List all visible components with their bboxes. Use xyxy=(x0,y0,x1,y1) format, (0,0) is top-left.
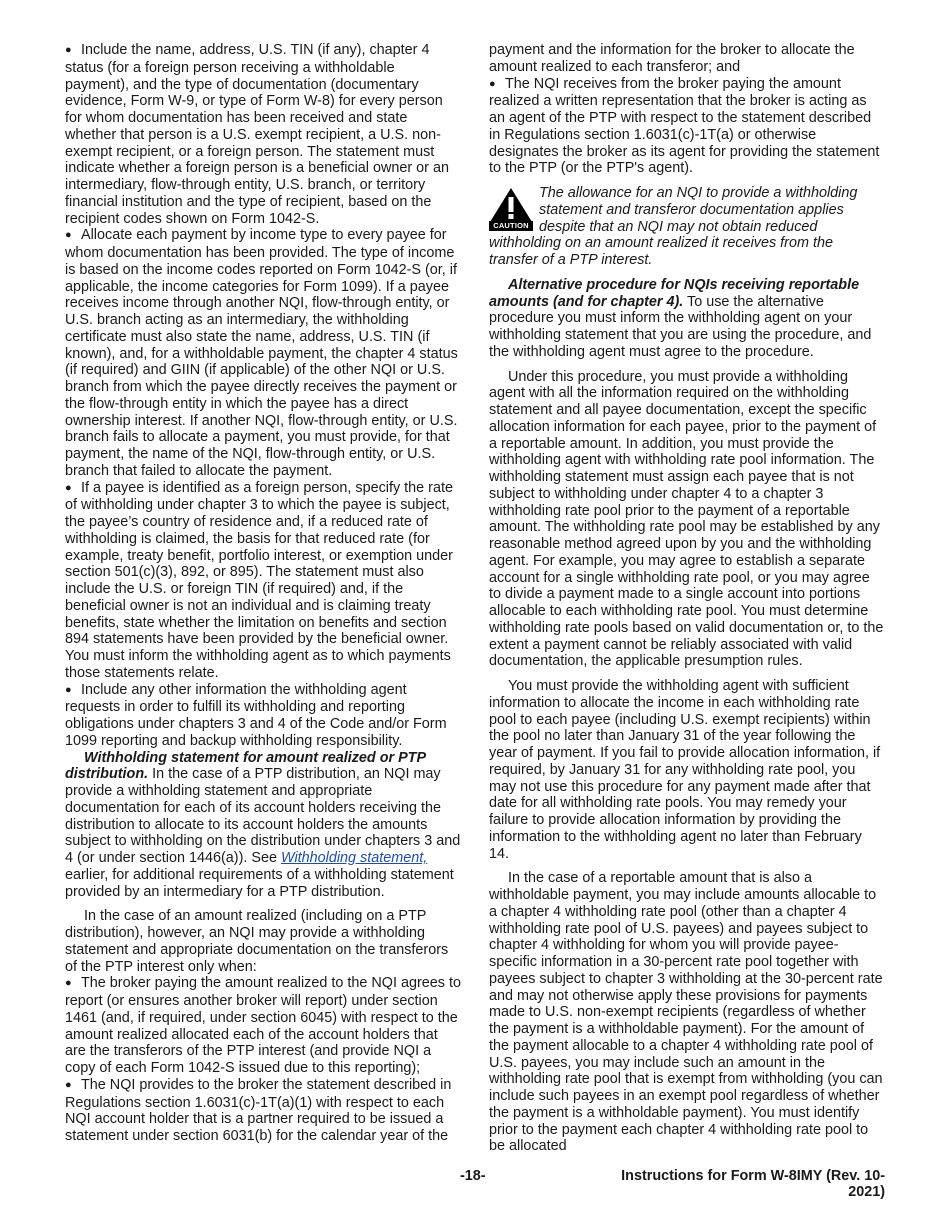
right-column xyxy=(489,42,885,1155)
bullet-item: ● Allocate each payment by income type to every payee for whom documentation has been provided. The type of income is based on the income codes reported on Form 1042-S (or, if applicable, the income categories for Form 1099). If a payee receives income through another NQI, flow-through entity, or U.S. branch acting as an intermediary, the withholding certificate must also state the name, address, U.S. TIN (if known), and, for a withholdable payment, the chapter 4 status (if required) and GIIN (if applicable) of the other NQI or U.S. branch from which the payee directly receives the payment or the flow-through entity in which the payee has a direct ownership interest. If another NQI, flow-through entity, or U.S. branch fails to allocate a payment, you must provide, for that payment, the name of the NQI, flow-through entity, or U.S. branch that failed to allocate the payment. xyxy=(65,227,458,479)
caution-triangle-icon xyxy=(489,187,533,233)
bullet-item: ● The NQI receives from the broker paying the amount realized a written representation that the broker is acting as an agent of the PTP with respect to the statement described in Regulations section 1.6031(c)-1T(a) or otherwise designates the broker as its agent for providing the statement to the PTP (or the PTP's agent). xyxy=(489,75,880,177)
bullet-item: ● The broker paying the amount realized to the NQI agrees to report (or ensures another broker will report) under section 1461 (and, if required, under section 6045) with respect to the amount realized allocated each of the account holders that are the transferors of the PTP interest (and provide NQI a copy of each Form 1042-S issued due to this reporting); xyxy=(65,975,461,1076)
bullet-item: ● The NQI provides to the broker the statement described in Regulations section 1.6031(c)-1T(a)(1) with respect to each NQI account holder that is a partner required to be issued a statement under section 6031(b) for the calendar year of the xyxy=(65,1076,452,1144)
page-number: -18- xyxy=(460,1168,486,1184)
bullet-item: ● Include any other information the withholding agent requests in order to fulfill its withholding and reporting obligations under chapters 3 and 4 of the Code and/or Form 1099 reporting and backup withholding responsibility. xyxy=(65,681,447,749)
amount-realized-paragraph: In the case of an amount realized (including on a PTP distribution), however, an NQI may provide a withholding statement and appropriate documentation on the transferors of the PTP interest only when: xyxy=(65,908,449,975)
caution-note xyxy=(489,185,885,269)
caution-text: The allowance for an NQI to provide a withholding statement and transferor documentation applies despite that an NQI may not obtain reduced withholding on an amount realized it receives from the transfer of a PTP interest. xyxy=(489,185,858,268)
alternative-procedure-heading: Alternative procedure for NQIs receiving reportable amounts (and for chapter 4). xyxy=(489,276,860,310)
left-column xyxy=(65,42,461,1145)
withholding-statement-link[interactable]: Withholding statement, xyxy=(280,850,428,866)
bullet-icon: ● xyxy=(65,1078,72,1091)
bullet-icon: ● xyxy=(489,77,496,90)
ptp-paragraph: Withholding statement for amount realized or PTP distribution. In the case of a PTP distribution, an NQI may provide a withholding statement and appropriate documentation for each of its account holders receiving the distribution to allocate to its account holders the amounts subject to withholding on the distribution under chapters 3 and 4 (or under section 1446(a)). See Withholding statement, earlier, for additional requirements of a withholding statement provided by an intermediary for a PTP distribution. xyxy=(65,749,461,900)
caution-label: CAUTION xyxy=(489,221,533,231)
bullet-icon: ● xyxy=(65,977,72,990)
procedure-paragraph: Under this procedure, you must provide a withholding agent with all the information required on the withholding statement and all payee documentation, except the specific allocation information for each payee, prior to the payment of a reportable amount. In addition, you must provide the withholding agent with withholding rate pool information. The withholding statement must assign each payee that is not subject to withholding under chapter 4 to a chapter 3 withholding rate pool prior to the payment of a reportable amount. The withholding rate pool may be established by any reasonable method agreed upon by you and the withholding agent. For example, you may agree to establish a separate account for a single withholding rate pool, or you may agree to divide a payment made to a single account into portions allocable to each withholding rate pool. You must determine withholding rate pools based on valid documentation or, to the extent a payment cannot be reliably associated with valid documentation, the applicable presumption rules. xyxy=(489,368,884,670)
bullet-icon: ● xyxy=(65,229,72,242)
withholdable-payment-paragraph: In the case of a reportable amount that is also a withholdable payment, you may include amounts allocable to a chapter 4 withholding rate pool (other than a chapter 4 withholding rate pool of U.S. payees) and payees subject to chapter 4 withholding for whom you will provide payee-specific information in a 30-percent rate pool together with payees subject to chapter 3 withholding at the 30-percent rate and may not otherwise apply these provisions for payments made to U.S. non-exempt recipients (regardless of whether the payment is a withholdable payment). For the amount of the payment allocable to a chapter 4 withholding rate pool of U.S. payees, you may include such an amount in the withholding rate pool that is exempt from withholding (you can include such payees in an exempt pool regardless of whether the payment is a withholdable payment). You must identify prior to the payment each chapter 4 withholding rate pool to be allocated xyxy=(489,870,883,1155)
alternative-procedure-paragraph: Alternative procedure for NQIs receiving reportable amounts (and for chapter 4). To use the alternative procedure you must inform the withholding agent on your withholding statement that you are using the procedure, and the withholding agent must agree to the procedure. xyxy=(489,276,872,360)
ptp-heading: Withholding statement for amount realized or PTP distribution. xyxy=(65,749,426,783)
form-reference: Instructions for Form W-8IMY (Rev. 10-2021) xyxy=(621,1168,885,1200)
continuation-text: payment and the information for the broker to allocate the amount realized to each transferor; and xyxy=(489,42,855,75)
bullet-icon: ● xyxy=(65,683,72,696)
allocation-paragraph: You must provide the withholding agent with sufficient information to allocate the income in each withholding rate pool to each payee (including U.S. exempt recipients) within the pool no later than January 31 of the year following the year of payment. If you fail to provide allocation information, if required, by January 31 for any withholding rate pool, you may not use this procedure for any payment made after that date for all withholding rate pools. You may remedy your failure to provide allocation information by providing the information to the withholding agent no later than February 14. xyxy=(489,678,881,862)
bullet-icon: ● xyxy=(65,481,72,494)
bullet-icon: ● xyxy=(65,44,72,56)
bullet-item: ● Include the name, address, U.S. TIN (if any), chapter 4 status (for a foreign person receiving a withholdable payment), and the type of documentation (documentary evidence, Form W-9, or type of Form W-8) for every person for whom documentation has been received and state whether that person is a U.S. exempt recipient, a U.S. non-exempt recipient, or a foreign person. The statement must indicate whether a foreign person is a beneficial owner or an intermediary, flow-through entity, U.S. branch, or territory financial institution and the type of recipient, based on the recipient codes shown on Form 1042-S. xyxy=(65,42,449,227)
bullet-item: ● If a payee is identified as a foreign person, specify the rate of withholding under chapter 3 to which the payee is subject, the payee’s country of residence and, if a reduced rate of withholding is claimed, the basis for that reduced rate (for example, treaty benefit, portfolio interest, or exemption under section 501(c)(3), 892, or 895). The statement must also include the U.S. or foreign TIN (if required) and, if the beneficial owner is not an individual and is claiming treaty benefits, state whether the limitation on benefits and section 894 statements have been provided by the beneficial owner. You must inform the withholding agent as to which payments those statements relate. xyxy=(65,479,453,681)
